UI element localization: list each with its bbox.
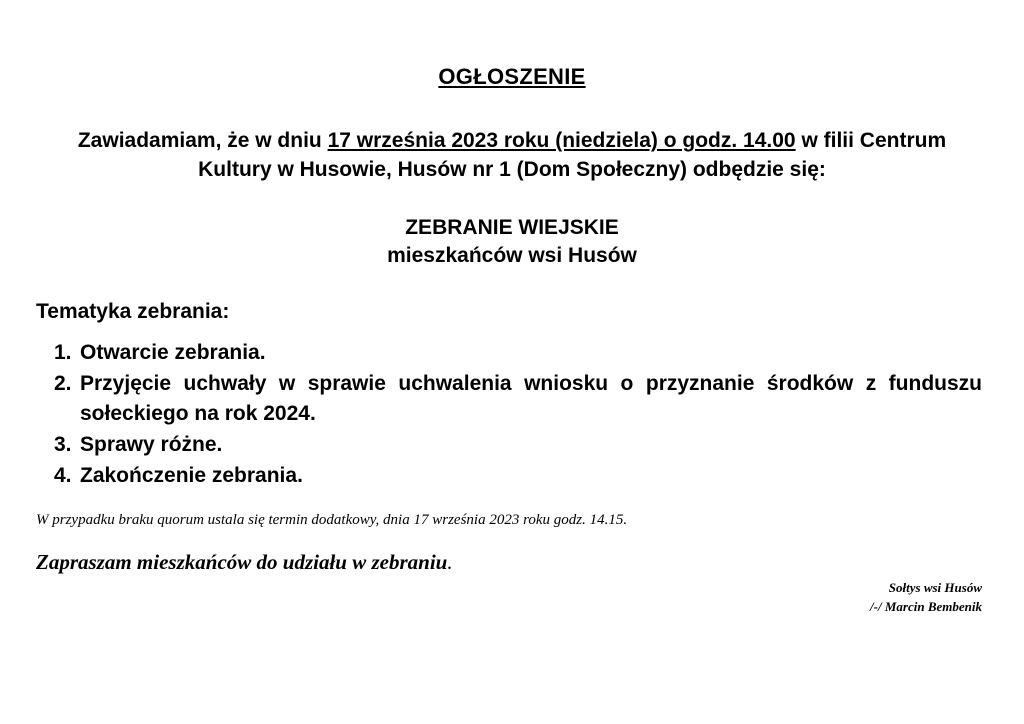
signature-role: Sołtys wsi Husów [888,580,982,595]
invitation-sentence: Zapraszam mieszkańców do udziału w zebraniu [36,550,448,574]
meeting-date-time: 17 września 2023 roku (niedziela) o godz. 14.00 [327,129,796,152]
agenda-item-number: 4. [54,464,72,487]
agenda-item-text: Otwarcie zebrania. [80,341,266,364]
invitation-text [36,548,453,576]
quorum-note: W przypadku braku quorum ustala się termin dodatkowy, dnia 17 września 2023 roku godz. 14.15. [36,512,628,528]
meeting-title: ZEBRANIE WIEJSKIE [405,216,619,239]
agenda-item [54,430,982,460]
signature-name: /-/ Marcin Bembenik [870,599,982,614]
signature-block [870,578,982,616]
meeting-subtitle: mieszkańców wsi Husów [387,244,637,267]
agenda-item-text: Sprawy różne. [80,433,223,456]
invitation-period: . [447,550,453,574]
intro-text-end: w filii Centrum Kultury w Husowie, Husów nr 1 (Dom Społeczny) odbędzie się: [198,129,947,181]
agenda-item [54,461,982,491]
agenda-list [54,338,982,492]
meeting-heading [0,214,1024,270]
agenda-item-number: 3. [54,433,72,456]
announcement-intro [40,126,984,184]
agenda-item-text: Przyjęcie uchwały w sprawie uchwalenia wniosku o przyznanie środków z funduszu sołeckiego na rok 2024. [80,372,982,425]
announcement-title: OGŁOSZENIE [438,64,586,89]
agenda-item [54,369,982,429]
agenda-item [54,338,982,368]
agenda-item-number: 1. [54,341,72,364]
agenda-item-text: Zakończenie zebrania. [80,464,303,487]
intro-text-start: Zawiadamiam, że w dniu [77,129,328,152]
agenda-item-number: 2. [54,372,72,395]
topics-heading: Tematyka zebrania: [36,300,230,323]
